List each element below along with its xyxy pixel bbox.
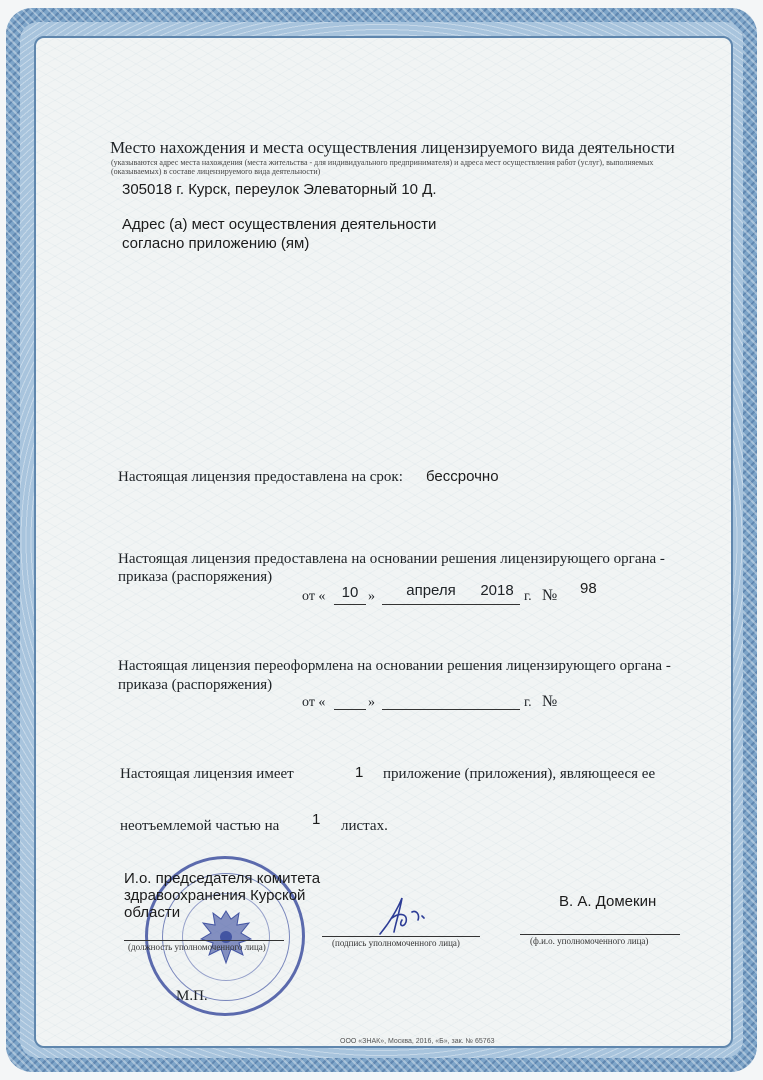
activity-places-line2: согласно приложению (ям) [122, 235, 310, 252]
reissue-date-line [382, 709, 520, 710]
appendix-sheets: 1 [312, 811, 321, 828]
caption-position: (должность уполномоченного лица) [128, 942, 266, 952]
grant-close-quote: » [368, 589, 375, 604]
reissue-number-sign: № [542, 693, 558, 710]
appendix-text: приложение (приложения), являющееся ее [383, 766, 656, 782]
reissue-day-line [334, 709, 366, 710]
grant-basis-line2: приказа (распоряжения) [118, 569, 273, 585]
signer-name: В. А. Домекин [559, 893, 657, 910]
term-label: Настоящая лицензия предоставлена на срок: [118, 469, 403, 485]
grant-from-label: от « [302, 589, 326, 604]
appendix-has-label: Настоящая лицензия имеет [120, 766, 294, 782]
heading-note-line1: (указываются адрес места нахождения (места жительства - для индивидуального предпринимателя) и адреса мест осуществления работ (услуг), выполняемых [111, 158, 654, 167]
grant-basis-line1: Настоящая лицензия предоставлена на основании решения лицензирующего органа - [118, 551, 665, 567]
main-address: 305018 г. Курск, переулок Элеваторный 10 Д. [122, 181, 437, 198]
signature-line [322, 936, 480, 937]
reissue-from-label: от « [302, 695, 326, 710]
activity-places-line1: Адрес (а) мест осуществления деятельности [122, 216, 437, 233]
appendix-count: 1 [355, 764, 364, 781]
signer-position-line1: И.о. председателя комитета [124, 870, 321, 887]
signer-position-line3: области [124, 904, 181, 921]
grant-day: 10 [341, 584, 359, 601]
reissue-year-suffix: г. [524, 695, 532, 710]
appendix-sheets-label: листах. [341, 818, 388, 834]
signer-position-line2: здравоохранения Курской [124, 887, 306, 904]
handwritten-signature [372, 892, 432, 942]
grant-month: апреля [406, 582, 456, 599]
heading-note-line2: (оказываемых) в составе лицензируемого вида деятельности) [111, 167, 321, 176]
caption-signature: (подпись уполномоченного лица) [332, 938, 460, 948]
caption-name: (ф.и.о. уполномоченного лица) [530, 936, 649, 946]
position-line [124, 940, 284, 941]
seal-mark: М.П. [176, 988, 208, 1004]
grant-month-line [382, 604, 520, 605]
name-line [520, 934, 680, 935]
double-eagle-emblem-icon [193, 903, 259, 973]
printer-footer: ООО «ЗНАК», Москва, 2016, «Б», зак. № 65763 [340, 1038, 495, 1045]
grant-number: 98 [580, 580, 597, 597]
section-heading: Место нахождения и места осуществления лицензируемого вида деятельности [110, 138, 675, 157]
reissue-basis-line1: Настоящая лицензия переоформлена на основании решения лицензирующего органа - [118, 658, 671, 674]
grant-year-suffix: г. [524, 589, 532, 604]
term-value: бессрочно [426, 468, 499, 485]
appendix-part-label: неотъемлемой частью на [120, 818, 280, 834]
grant-year: 2018 [480, 582, 514, 599]
reissue-close-quote: » [368, 695, 375, 710]
reissue-basis-line2: приказа (распоряжения) [118, 677, 273, 693]
grant-day-line [334, 604, 366, 605]
grant-number-sign: № [542, 587, 558, 604]
